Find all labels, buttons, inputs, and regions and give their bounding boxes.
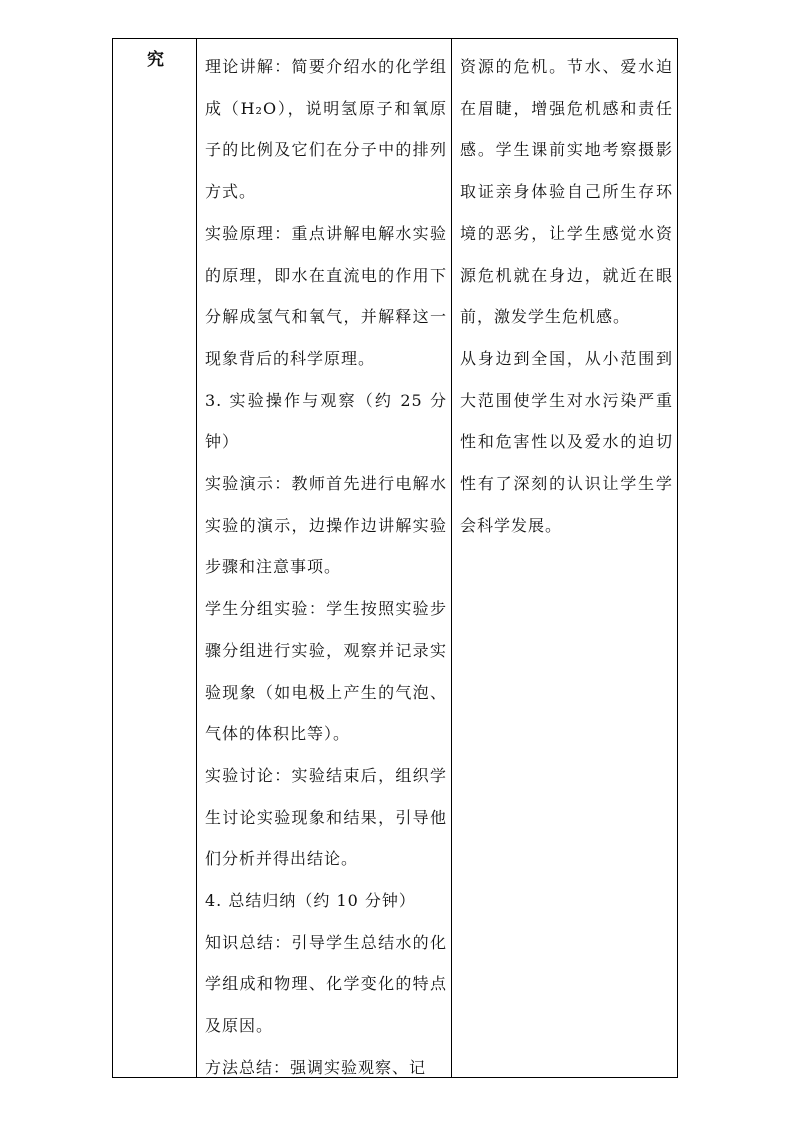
heading-summary: 4. 总结归纳（约 10 分钟） bbox=[205, 891, 416, 911]
paragraph-knowledge-summary: 知识总结：引导学生总结水的化学组成和物理、化学变化的特点及原因。 bbox=[205, 932, 447, 1036]
paragraph-method-summary: 方法总结：强调实验观察、记 bbox=[205, 1057, 427, 1077]
paragraph-crisis: 资源的危机。节水、爱水迫在眉睫，增强危机感和责任感。学生课前实地考察摄影取证亲身体验自己所生存环境的恶劣，让学生感觉水资源危机就在身边，就近在眼前，激发学生危机感。 bbox=[460, 57, 673, 327]
paragraph-group-experiment: 学生分组实验：学生按照实验步骤分组进行实验，观察并记录实验现象（如电极上产生的气泡、气体的体积比等）。 bbox=[205, 599, 447, 744]
heading-operation: 3. 实验操作与观察（约 25 分钟） bbox=[205, 390, 447, 452]
teaching-process-cell bbox=[197, 39, 451, 1077]
stage-label: 究 bbox=[147, 50, 164, 70]
stage-label-cell bbox=[113, 39, 196, 1077]
paragraph-scope: 从身边到全国，从小范围到大范围使学生对水污染严重性和危害性以及爱水的迫切性有了深刻的认识让学生学会科学发展。 bbox=[460, 348, 673, 535]
paragraph-theory: 理论讲解：简要介绍水的化学组成（H₂O），说明氢原子和氧原子的比例及它们在分子中的排列方式。 bbox=[205, 57, 447, 202]
paragraph-demo: 实验演示：教师首先进行电解水实验的演示，边操作边讲解实验步骤和注意事项。 bbox=[205, 474, 447, 577]
lesson-plan-table bbox=[112, 38, 678, 1078]
paragraph-principle: 实验原理：重点讲解电解水实验的原理，即水在直流电的作用下分解成氢气和氧气，并解释这一现象背后的科学原理。 bbox=[205, 223, 447, 368]
paragraph-discussion: 实验讨论：实验结束后，组织学生讨论实验现象和结果，引导他们分析并得出结论。 bbox=[205, 765, 447, 869]
design-intent-cell bbox=[452, 39, 677, 1077]
